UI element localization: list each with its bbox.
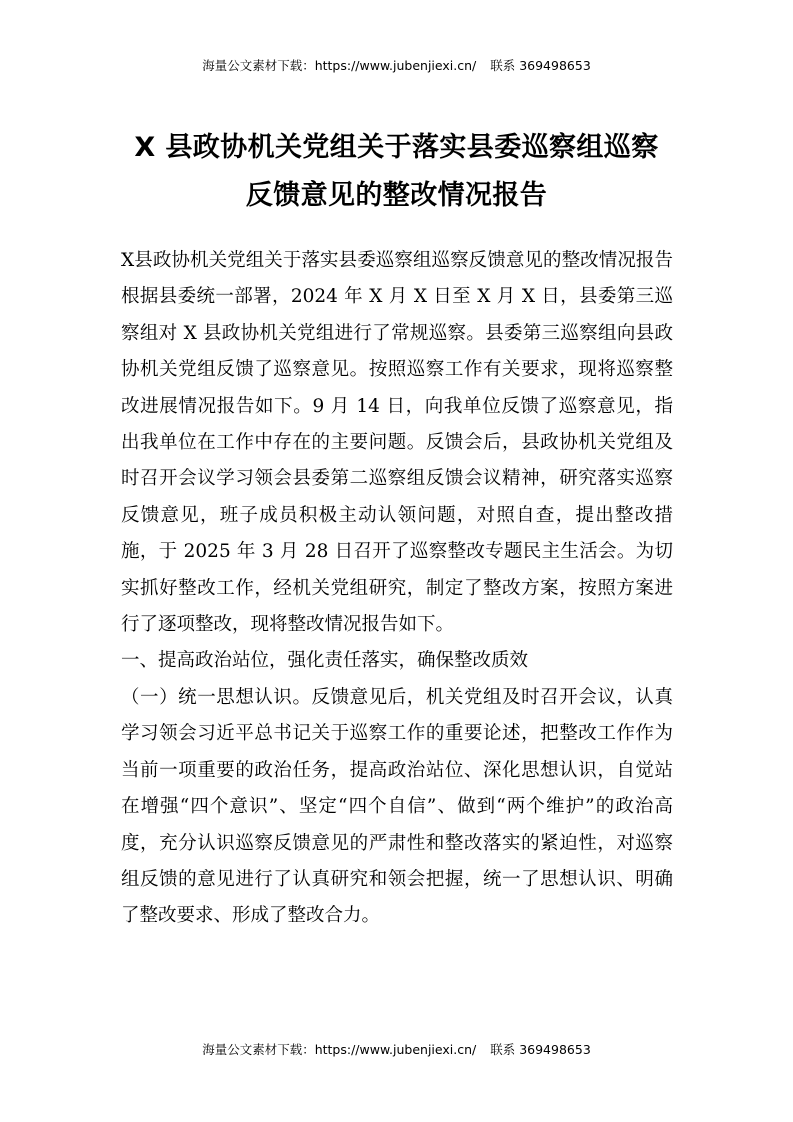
footer-site-label: 海量公文素材下载：https://www.jubenjiexi.cn/ xyxy=(202,1042,477,1057)
document-title xyxy=(110,124,683,220)
page-header xyxy=(0,57,793,75)
section-heading-1: 一、提高政治站位，强化责任落实，确保整改质效 xyxy=(121,650,529,672)
header-site-label: 海量公文素材下载：https://www.jubenjiexi.cn/ xyxy=(202,58,477,73)
header-contact: 联系 369498653 xyxy=(490,58,591,73)
footer-contact: 联系 369498653 xyxy=(490,1042,591,1057)
page-footer xyxy=(0,1041,793,1059)
title-line-2: 反馈意见的整改情况报告 xyxy=(245,180,548,211)
body-paragraph-1: X县政协机关党组关于落实县委巡察组巡察反馈意见的整改情况报告根据县委统一部署，2024 年 X 月 X 日至 X 月 X 日，县委第三巡察组对 X 县政协机关党组进行了常规巡察。县委第三巡察组向县政协机关党组反馈了巡察意见。按照巡察工作有关要求，现将巡察整改进展情况报告如下。9 月 14 日，向我单位反馈了巡察意见，指出我单位在工作中存在的主要问题。反馈会后，县政协机关党组及时召开会议学习领会县委第二巡察组反馈会议精神，研究落实巡察反馈意见，班子成员积极主动认领问题，对照自查，提出整改措施，于 2025 年 3 月 28 日召开了巡察整改专题民主生活会。为切实抓好整改工作，经机关党组研究，制定了整改方案，按照方案进行了逐项整改，现将整改情况报告如下。 xyxy=(121,250,673,636)
document-body xyxy=(121,243,673,935)
body-paragraph-2: （一）统一思想认识。反馈意见后，机关党组及时召开会议，认真学习领会习近平总书记关于巡察工作的重要论述，把整改工作作为当前一项重要的政治任务，提高政治站位、深化思想认识，自觉站在增强“四个意识”、坚定“四个自信”、做到“两个维护”的政治高度，充分认识巡察反馈意见的严肃性和整改落实的紧迫性，对巡察组反馈的意见进行了认真研究和领会把握，统一了思想认识、明确了整改要求、形成了整改合力。 xyxy=(121,686,673,927)
title-line-1: X 县政协机关党组关于落实县委巡察组巡察 xyxy=(134,132,659,163)
